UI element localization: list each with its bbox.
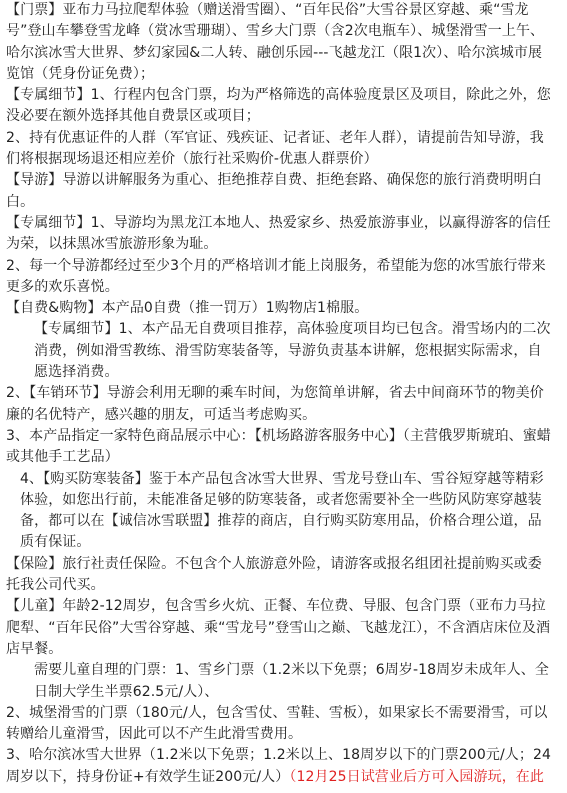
paragraph-list xyxy=(6,0,553,745)
tickets-detail-2-para: 2、持有优惠证件的人群（军官证、残疾证、记者证、老年人群），请提前告知导游，我们将根据现场退还相应差价（旅行社采购价-优惠人群票价） xyxy=(6,129,544,168)
tickets-para: 【门票】亚布力马拉爬犁体验（赠送滑雪圈）、“百年民俗”大雪谷景区穿越、乘“雪龙号”登山车攀登雪龙峰（赏冰雪珊瑚）、雪乡大门票（含2次电瓶车）、城堡滑雪一上午、哈尔滨冰雪大世界、梦幻家园&二人转、融创乐园---飞越龙江（限1次）、哈尔滨城市展览馆（凭身份证免费）； xyxy=(6,2,545,82)
shop-para: 3、本产品指定一家特色商品展示中心：【机场路游客服务中心】（主营俄罗斯琥珀、蜜蜡或其他手工艺品） xyxy=(6,427,551,466)
guide-detail-2-para: 2、每一个导游都经过至少3个月的严格培训才能上岗服务，希望能为您的冰雪旅行带来更多的欢乐喜悦。 xyxy=(6,257,546,295)
children-tickets-3-para xyxy=(6,745,553,788)
cold-gear-para: 4、【购买防寒装备】鉴于本产品包含冰雪大世界、雪龙号登山车、雪谷短穿越等精彩体验，如您出行前，未能准备足够的防寒装备，或者您需要补全一些防风防寒穿越装备，都可以在【诚信冰雪联盟】推荐的商店，自行购买防寒用品，价格合理公道，品质有保证。 xyxy=(20,470,544,551)
self-pay-detail-1-para: 【专属细节】1、本产品无自费项目推荐，高体验度项目均已包含。滑雪场内的二次消费，例如滑雪教练、滑雪防寒装备等，导游负责基本讲解，您根据实际需求，自愿选择消费。 xyxy=(34,321,551,381)
insurance-para: 【保险】旅行社责任保险。不包含个人旅游意外险，请游客或报名组团社提前购买或委托我公司代买。 xyxy=(6,555,542,594)
tickets-detail-1-para: 【专属细节】1、行程内包含门票，均为严格筛选的高体验度景区及项目，除此之外，您没必要在额外选择其他自费景区或项目； xyxy=(6,87,551,125)
guide-para: 【导游】导游以讲解服务为重心、拒绝推荐自费、拒绝套路、确保您的旅行消费明明白白。 xyxy=(6,172,542,210)
children-tickets-3-text: 3、哈尔滨冰雪大世界（1.2米以下免票；1.2米以上、18周岁以下的门票200元/人；24周岁以下，持身份证+有效学生证200元/人） xyxy=(6,747,552,785)
children-tickets-1-para: 需要儿童自理的门票：1、雪乡门票（1.2米以下免票；6周岁-18周岁未成年人、全日制大学生半票62.5元/人）、 xyxy=(34,662,549,700)
opening-notice-text: （12月25日试营业后方可入园游玩，在此 xyxy=(289,768,545,785)
sales-para: 2、【车销环节】导游会利用无聊的乘车时间，为您简单讲解，省去中间商环节的物美价廉的名优特产，感兴趣的朋友，可适当考虑购买。 xyxy=(6,385,544,423)
guide-detail-1-para: 【专属细节】1、导游均为黑龙江本地人、热爱家乡、热爱旅游事业，以赢得游客的信任为荣，以抹黑冰雪旅游形象为耻。 xyxy=(6,214,551,253)
self-pay-shopping-para: 【自费&购物】本产品0自费（推一罚万）1购物店1棉服。 xyxy=(6,300,369,317)
children-tickets-2-para: 2、城堡滑雪的门票（180元/人，包含雪仗、雪鞋、雪板），如果家长不需要滑雪，可以转赠给儿童滑雪，因此可以不产生此滑雪费用。 xyxy=(6,704,548,743)
children-para: 【儿童】年龄2-12周岁，包含雪乡火炕、正餐、车位费、导服、包含门票（亚布力马拉爬犁、“百年民俗”大雪谷穿越、乘“雪龙号”登雪山之巅、飞越龙江），不含酒店床位及酒店早餐。 xyxy=(6,598,551,657)
